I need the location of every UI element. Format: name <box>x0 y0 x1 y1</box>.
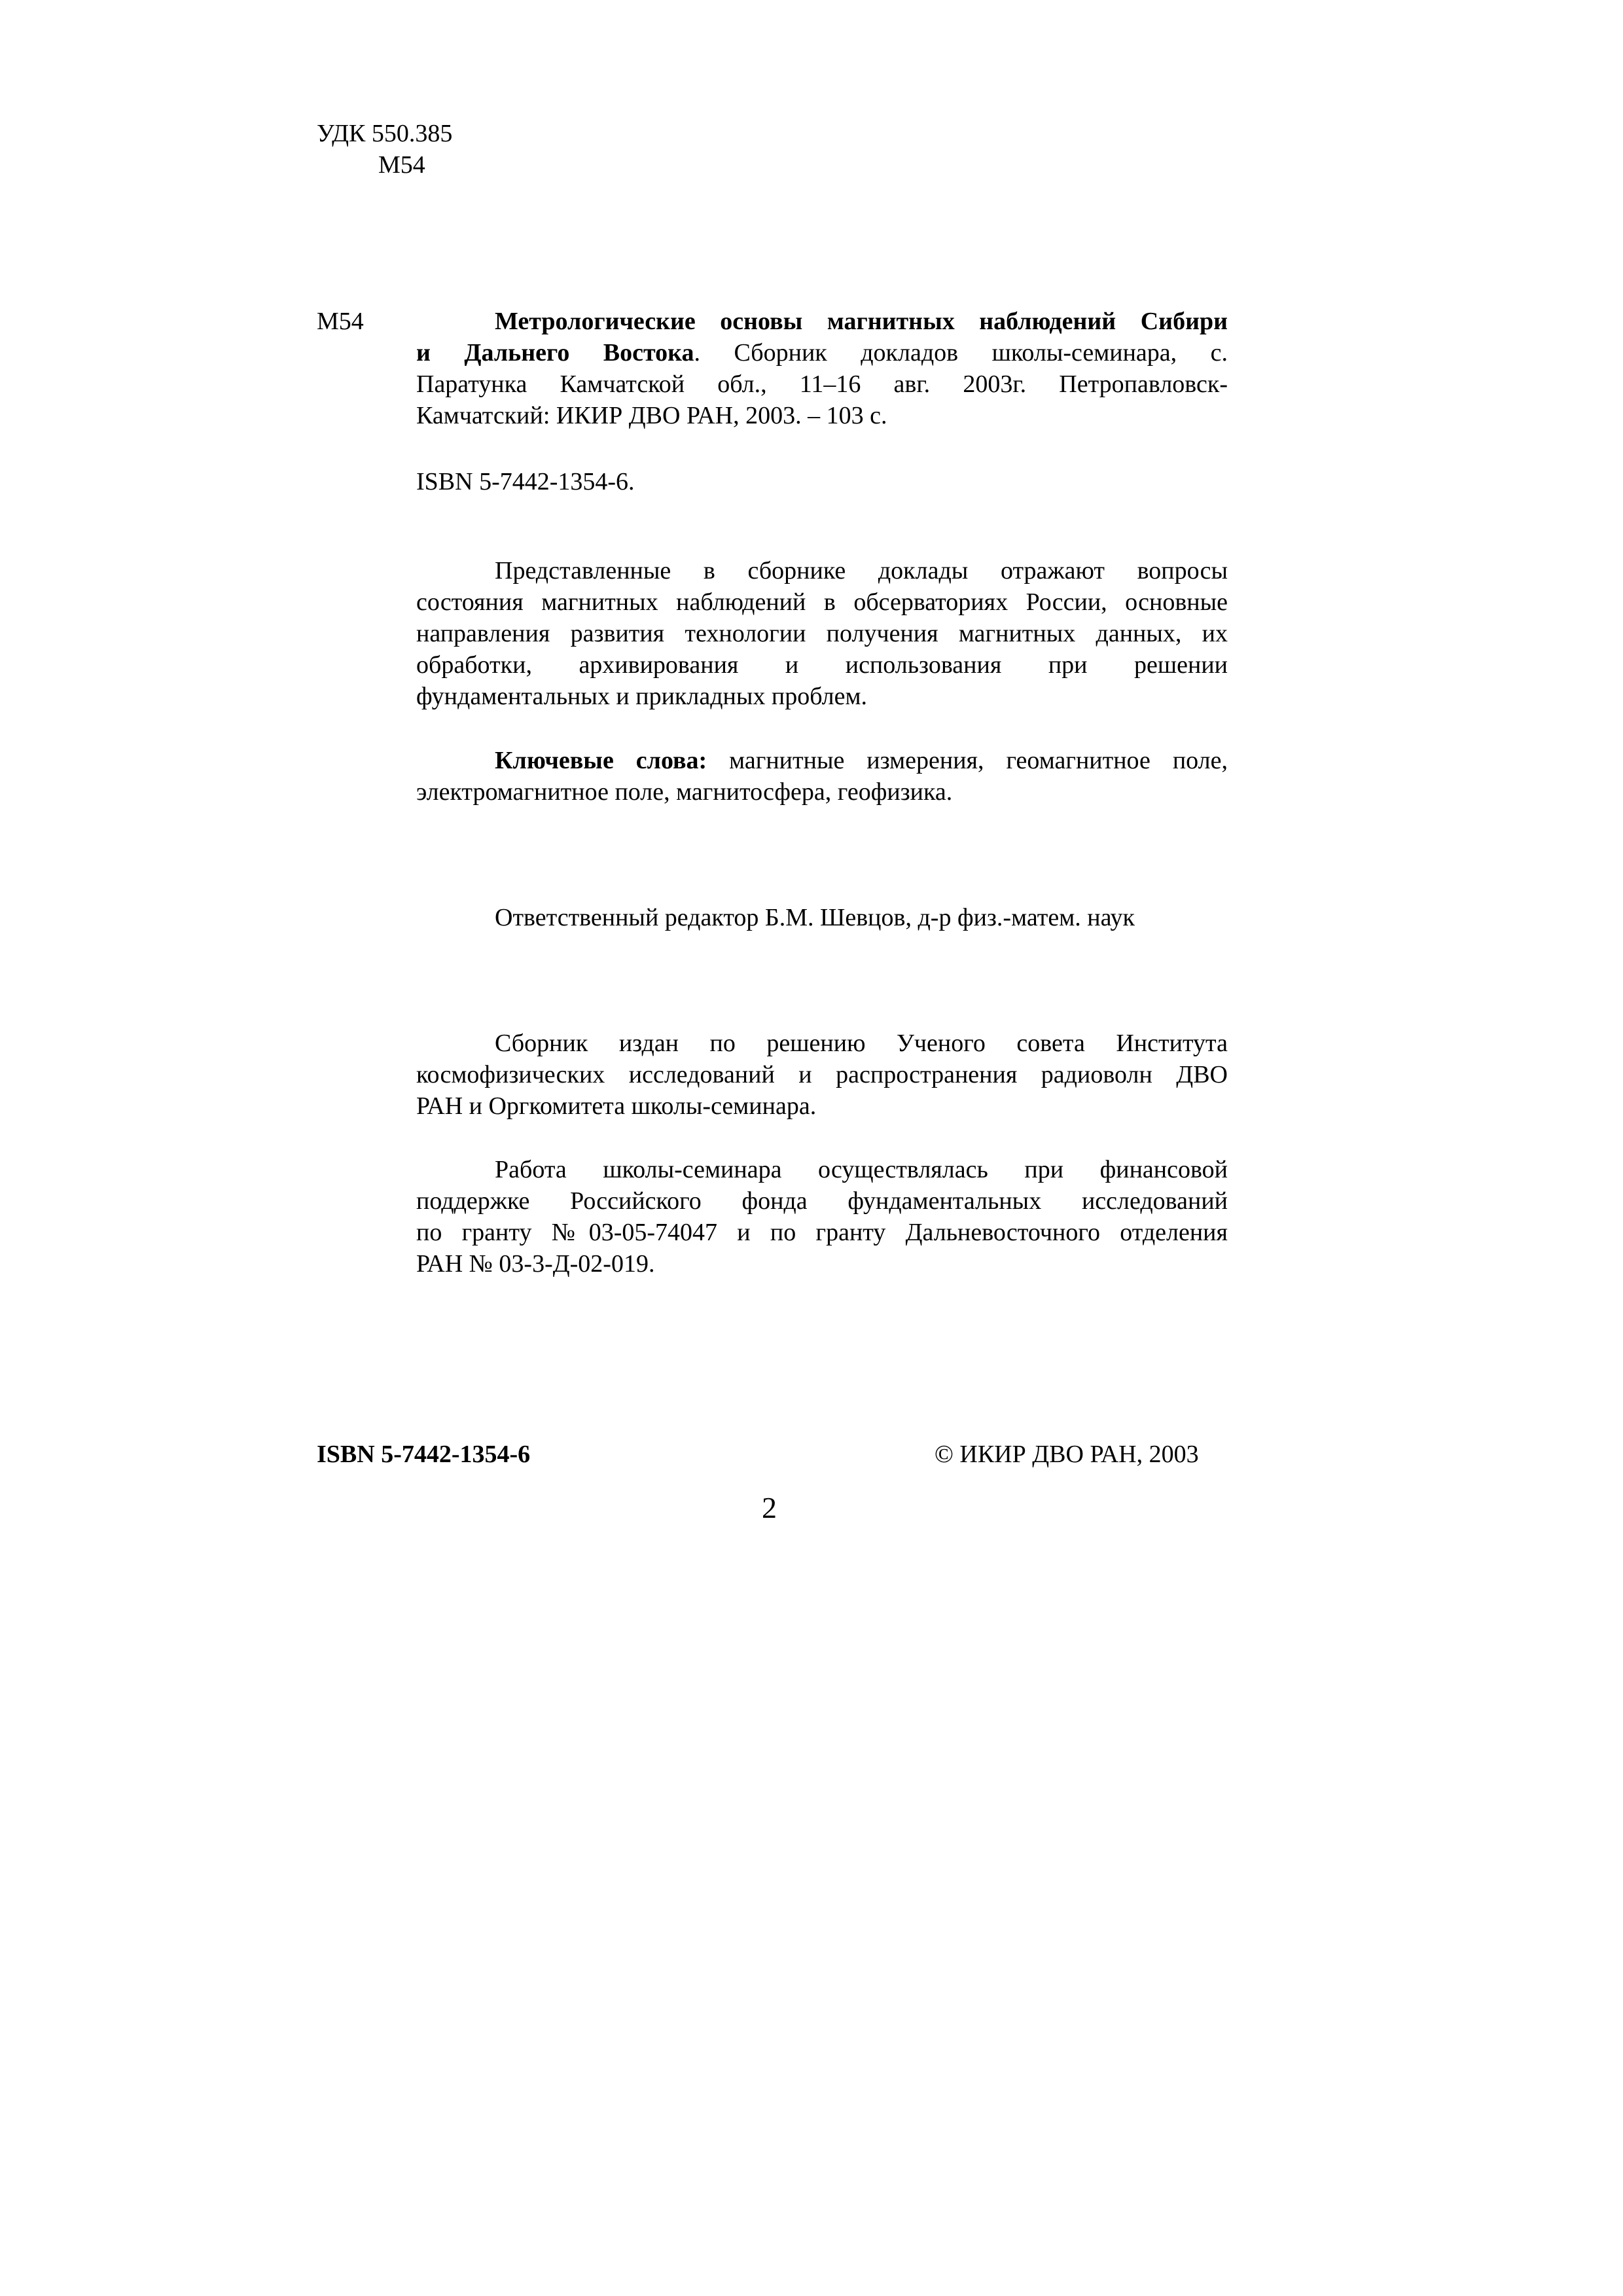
biblio-title-part-1: Метрологические основы магнитных наблюдений Сибири <box>495 308 1228 335</box>
abstract-paragraph <box>416 555 1228 712</box>
abstract-line-4: обработки, архивирования и использования при решении <box>416 651 1228 679</box>
biblio-line-3: Паратунка Камчатской обл., 11–16 авг. 2003г. Петропавловск- <box>416 370 1228 398</box>
published-line-1-text: Сборник издан по решению Ученого совета Института <box>495 1030 1228 1057</box>
keywords-paragraph <box>416 745 1228 808</box>
biblio-line-2-rest: . Сборник докладов школы-семинара, с. <box>694 339 1228 367</box>
funding-line-3: по гранту №03-05-74047 и по гранту Дальневосточного отделения <box>416 1219 1228 1246</box>
abstract-line-1-text: Представленные в сборнике доклады отражают вопросы <box>495 557 1228 584</box>
responsible-editor: Ответственный редактор Б.М. Шевцов, д-р физ.-матем. наук <box>495 904 1135 931</box>
abstract-line-3: направления развития технологии получения магнитных данных, их <box>416 620 1228 647</box>
published-line-2: космофизических исследований и распространения радиоволн ДВО <box>416 1061 1228 1088</box>
funding-line-2: поддержке Российского фонда фундаментальных исследований <box>416 1187 1228 1215</box>
udk-code: УДК 550.385 <box>317 120 453 147</box>
biblio-line-4: Камчатский: ИКИР ДВО РАН, 2003. – 103 с. <box>416 402 887 429</box>
funding-line-1 <box>416 1154 1228 1185</box>
publication-note <box>416 1028 1228 1122</box>
biblio-line-2 <box>416 337 1228 368</box>
bibliographic-description <box>416 306 1228 431</box>
biblio-line-1 <box>416 306 1228 337</box>
keywords-line-2: электромагнитное поле, магнитосфера, геофизика. <box>416 778 953 806</box>
author-code: М54 <box>378 151 425 179</box>
footer-isbn: ISBN 5-7442-1354-6 <box>317 1441 531 1468</box>
biblio-title-part-2: и Дальнего Востока <box>416 339 694 367</box>
keywords-line-1 <box>416 745 1228 776</box>
published-line-1 <box>416 1028 1228 1059</box>
abstract-line-5: фундаментальных и прикладных проблем. <box>416 683 867 710</box>
funding-line-1-text: Работа школы-семинара осуществлялась при финансовой <box>495 1156 1228 1183</box>
keywords-label: Ключевые слова: <box>495 747 707 774</box>
biblio-side-code: М54 <box>317 308 364 335</box>
published-line-3: РАН и Оргкомитета школы-семинара. <box>416 1092 817 1120</box>
biblio-isbn: ISBN 5-7442-1354-6. <box>416 468 635 495</box>
copyright-notice: © ИКИР ДВО РАН, 2003 <box>935 1441 1199 1468</box>
funding-note <box>416 1154 1228 1280</box>
keywords-line-1-rest: магнитные измерения, геомагнитное поле, <box>707 747 1228 774</box>
abstract-line-2: состояния магнитных наблюдений в обсерваториях России, основные <box>416 588 1228 616</box>
funding-line-4: РАН № 03-3-Д-02-019. <box>416 1250 655 1278</box>
page-number: 2 <box>762 1491 777 1524</box>
abstract-line-1 <box>416 555 1228 586</box>
